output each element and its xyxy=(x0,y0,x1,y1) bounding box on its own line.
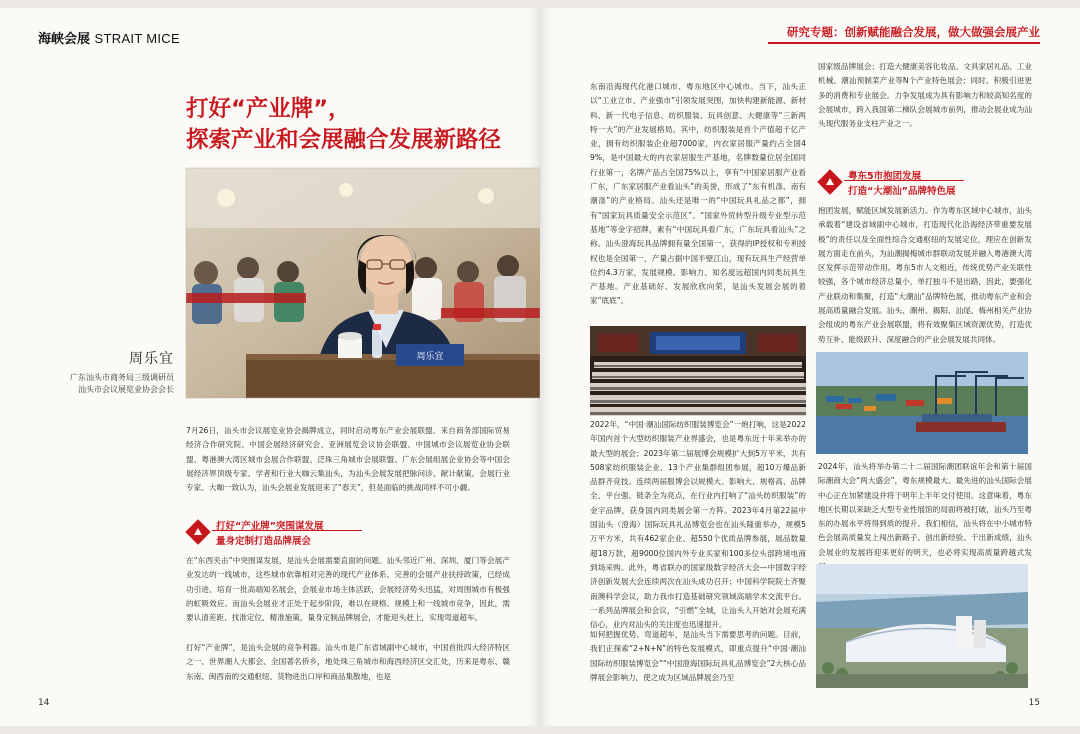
person-title-2: 汕头市会议展览业协会会长 xyxy=(78,385,174,394)
paragraph-industry-card: 打好“产业牌”，是汕头会展的竞争利器。汕头市是广东省域副中心城市，中国首批四大经济特区之一、世界潮人大都会、全国著名侨乡，地处珠三角城市和海西经济区交汇处，历来是粤东、赣东南、闽西南的交通枢纽、货物进出口岸和商品集散地，也是 xyxy=(186,643,510,681)
paragraph-industry-base: 东南沿海现代化港口城市、粤东地区中心城市。当下，汕头正以“工业立市、产业强市”引领发展突围，加快构建新能源、新材料、新一代电子信息、纺织服装、玩具创意、大健康等“三新两特一大”的产业发展格局。其中，纺织服装是首个产值超千亿产业，拥有纺织服装企业超7000家，内衣家居服产量约占全国49%，是中国最大的内衣家居服生产基地，名牌数量位居全国同行业第一，名牌产品占全国75%以上，享有“中国家居服产业看广东，广东家居服产业看汕头”的美誉，形成了“东有机涤、南有潮涤”的产业格局。汕头还是唯一的“中国玩具礼品之都”，拥有“国家玩具质量安全示范区”、“国家外贸转型升级专业型示范基地”等金字招牌，素有“中国玩具看广东，广东玩具看汕头”之称。汕头澄海玩具品牌拥有量全国第一，获得的IP授权和专利授权也是全国第一，产量占据中国半壁江山，现有玩具生产经营单位约4.3万家，发展规模、影响力、知名度远超国内同类玩具生产基地。产业基础好、发展欣欣向荣，是汕头发展会展的着家“底底”。 xyxy=(590,82,806,306)
conference-photo xyxy=(590,326,806,416)
paragraph-brand-goal: 国家级品牌展会；打造大健康美容化妆品、文具家居礼品、工业机械、潮汕预制菜产业等N个产业特色展会；同时，积极引进更多的消费和专业展会。力争发展成为具有影响力和较高知名度的会展城市，跨入我国第二梯队会展城市前列，推动会展业成为汕头现代服务业支柱产业之一。 xyxy=(818,62,1032,129)
portrait-illustration xyxy=(186,168,540,398)
section-2-title-line-2: 打造“大潮汕”品牌特色展 xyxy=(848,186,956,197)
right-page xyxy=(540,8,1080,726)
page-number-left: 14 xyxy=(38,698,50,708)
paragraph-expo-history: 2022年，“中国·潮汕国际纺织服装博览会”一炮打响，这是2022年国内首个大型纺织服装产业界盛会，也是粤东近十年来举办的最大型的展会；2023年第二届展博会规模扩大到5万平米，共有508家纺织服装企业、13个产业集群组团参展，超10万爆品新品群齐竞技。连续两届服博会以规模大、影响大、规格高、品牌全、平台强、链条全为亮点，在行业内打响了“汕头纺织服装”的金字品牌，获身国内同类展会第一方阵。2023年4月第22届中国汕头（澄海）国际玩具礼品博览会也在汕头隆重举办，规模5万平方米，共有462家企业、超550个优质品牌参展，展品数量超18万款，超9000位国内外专业买家和100多位头部跨境电商到场采购。此外，粤省联办的国家级数字经济大会—中国数字经济创新发展大会连续两次在汕头成功召开；中国科学院院士齐聚南澳科学会议，助力我市打造基础研究领域高端学术交流平台。一系列品牌展会和会议，“引燃”全城，让汕头人开始对会展充满信心，业内对汕头的关注度也迅速提升。 xyxy=(590,420,806,630)
section-1-title-line-2: 量身定制打造品牌展会 xyxy=(216,536,312,547)
portrait-photo xyxy=(186,168,540,398)
nameplate-text: 周乐宜 xyxy=(416,352,444,362)
magazine-title-cn: 海峡会展 xyxy=(38,32,91,47)
section-1-title-line-1: 打好“产业牌”突围谋发展 xyxy=(216,521,324,532)
left-page xyxy=(0,8,540,726)
section-2-title-line-1: 粤东5市抱团发展 xyxy=(848,171,922,182)
section-heading-1 xyxy=(186,518,486,550)
person-caption xyxy=(40,372,174,396)
topic-underline xyxy=(768,42,1040,44)
headline-line-2: 探索产业和会展融合发展新路径 xyxy=(186,127,502,153)
conference-illustration xyxy=(590,326,806,416)
paragraph-breakthrough: 在“东西夹击”中突围谋发展，是汕头会展需要直面的问题。汕头邻近广州、深圳、厦门等会展产业发达的一线城市，这些城市依靠相对完善的现代产业体系、完善的会展产业扶持政策，已经成功引进、培育一批高端知名展会，会展业市场主体活跃，会展经济势头迅猛，对周围城市有极强的虹吸效应。而汕头会展业才正处于起步阶段，难以在规格、规模上和一线城市竞争，因此，需要认清差距、找准定位、精准施策，量身定制品牌展会，才能迎头赶上，实现弯道超车。 xyxy=(186,556,510,623)
section-badge-icon xyxy=(818,170,842,194)
section-badge-icon xyxy=(186,520,210,544)
article-headline xyxy=(186,94,501,156)
exhibition-center-illustration xyxy=(816,564,1028,688)
magazine-title-en: STRAIT MICE xyxy=(94,31,180,46)
research-topic: 研究专题：创新赋能融合发展，做大做强会展产业 xyxy=(787,25,1040,39)
paragraph-strategy: 如何把握优势、弯道超车，是汕头当下需要思考的问题。目前，我们正探索“2+N+N”的特色发展模式，即重点提升“中国·潮汕国际纺织服装博览会”“中国澄海国际玩具礼品博览会”2大核心品牌展会影响力，使之成为区域品牌展会乃至 xyxy=(590,630,806,682)
magazine-title xyxy=(38,28,180,47)
port-illustration xyxy=(816,352,1028,454)
paragraph-future: 2024年，汕头将举办第二十二届国际潮团联谊年会和第十届国际潮商大会“两大盛会”，粤东规模最大、最先进的汕头国际会展中心正在加紧建设并将于明年上半年交付使用。这意味着，粤东地区长期以来缺乏大型专业性展馆的局面将被打破，汕头乃至粤东的办展水平将得到质的提升。我们相信，汕头将在中小城市特色会展高质量发上闯出新路子、创出新经验、干出新成绩，汕头会展业的发展将迎来更好的明天，也必将实现高质量跨越式发 xyxy=(818,462,1032,557)
paragraph-regional: 抱团发展，赋能区域发展新活力。作为粤东区域中心城市，汕头承载着“建设省域副中心城市，打造现代化沿海经济带重要发展极”的责任以及全面性综合交通枢纽的发展定位，理应在创新发展方面走在前头，为汕潮揭梅城市群联动发展并融入粤港澳大湾区发挥示范带动作用。粤东5市人文相近，传统优势产业关联性较强，各个城市经济总量小，单打独斗不是出路，因此，要强化产业联动和集聚，打造“大潮汕”品牌特色展，推动粤东产业和会展高质量融合发展。汕头、潮州、揭阳、汕尾、梅州相关产业协会组成的粤东产业会展联盟，将有效聚集区域资源优势，打造优势互补、能级跃升、深度融合的产业会展发展共同体。 xyxy=(818,206,1032,344)
port-photo xyxy=(816,352,1028,454)
headline-line-1: 打好“产业牌”， xyxy=(186,96,351,122)
section-heading-2 xyxy=(818,168,1032,200)
person-title-1: 广东汕头市商务局三级调研员 xyxy=(70,373,174,382)
page-number-right: 15 xyxy=(1028,698,1040,708)
exhibition-center-photo xyxy=(816,564,1028,688)
person-name: 周乐宜 xyxy=(129,351,174,367)
paragraph-intro: 7月26日，汕头市会议展览业协会揭牌成立，同时启动粤东产业会展联盟。来自商务部国际贸易经济合作研究院、中国会展经济研究会、亚洲展览会议协会联盟、中国城市会议展览业协会联盟、粤港澳大湾区城市会展合作联盟、泛珠三角城市会展联盟、广东会展组展企业协会等中国会展经济界顶级专家、学者和行业大咖云集汕头，为汕头会展发展把脉问诊、献计献策。会展行业专家、大咖一致认为，汕头会展业发展迎来了“春天”，但是面临的挑战同样不可小觑。 xyxy=(186,426,510,493)
